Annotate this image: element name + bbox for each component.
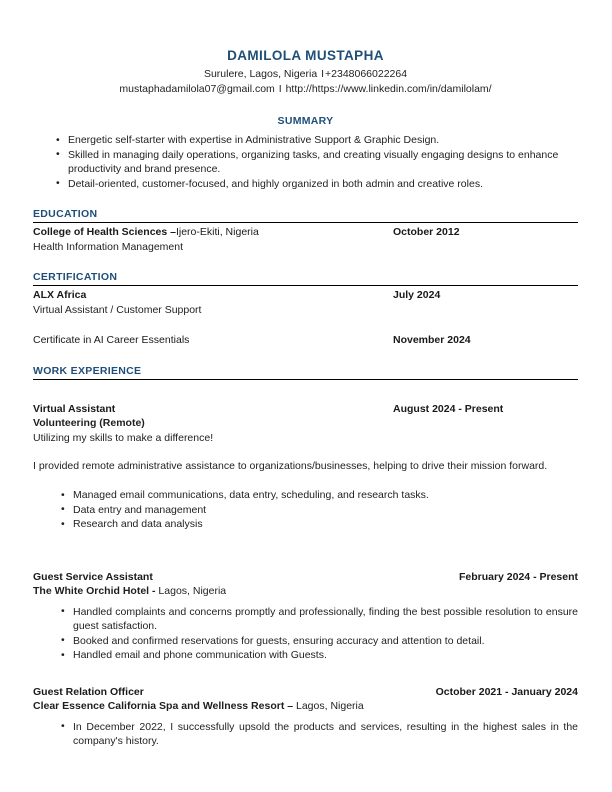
work-role: Virtual Assistant xyxy=(33,402,116,415)
contact-line-location xyxy=(33,67,578,82)
certification-subtitle: Virtual Assistant / Customer Support xyxy=(33,303,202,316)
contact-location: Surulere, Lagos, Nigeria xyxy=(203,68,318,80)
certification-title: Certificate in AI Career Essentials xyxy=(33,334,190,346)
certification-title: ALX Africa xyxy=(33,289,87,301)
work-entry xyxy=(33,570,578,663)
list-item: • Skilled in managing daily operations, organizing tasks, and creating visually engaging designs to enhance productivity and brand presence. xyxy=(56,148,578,177)
work-date: August 2024 - Present xyxy=(393,402,504,415)
work-entry-header xyxy=(33,570,578,585)
contact-email[interactable]: mustaphadamilola07@gmail.com xyxy=(119,83,275,95)
work-company: Clear Essence California Spa and Wellness Resort – xyxy=(33,700,296,712)
work-entry xyxy=(33,402,578,532)
work-company-line xyxy=(33,584,578,599)
summary-bullet-list xyxy=(33,133,578,191)
section-title-certification: CERTIFICATION xyxy=(33,271,578,286)
education-entry xyxy=(33,225,578,254)
education-entry-header xyxy=(33,225,578,240)
education-institution: College of Health Sciences – xyxy=(33,226,176,238)
list-item: • Energetic self-starter with expertise in Administrative Support & Graphic Design. xyxy=(56,133,578,148)
list-item: • Research and data analysis xyxy=(61,517,578,532)
candidate-name: DAMILOLA MUSTAPHA xyxy=(227,48,384,63)
work-date: February 2024 - Present xyxy=(458,570,578,583)
work-bullet-list xyxy=(33,488,578,532)
work-entry xyxy=(33,685,578,749)
section-title-work-experience: WORK EXPERIENCE xyxy=(33,365,578,380)
certification-entry-header xyxy=(33,288,578,303)
certification-entry xyxy=(33,288,578,317)
list-item: • In December 2022, I successfully upsold the products and services, resulting in the highest sales in the company's history. xyxy=(61,720,578,749)
contact-separator-2: I xyxy=(278,83,282,95)
contact-linkedin[interactable]: http://https://www.linkedin.com/in/damilolam/ xyxy=(285,83,492,95)
list-item: • Booked and confirmed reservations for guests, ensuring accuracy and attention to detail. xyxy=(61,634,578,649)
certification-date: July 2024 xyxy=(393,289,441,301)
work-bullet-list xyxy=(33,605,578,663)
work-company: The White Orchid Hotel - xyxy=(33,585,159,597)
work-company: Volunteering (Remote) xyxy=(33,417,145,429)
work-date: October 2021 - January 2024 xyxy=(435,685,578,698)
certification-date: November 2024 xyxy=(393,334,471,346)
certification-entry xyxy=(33,333,578,348)
contact-separator: I xyxy=(321,68,325,80)
list-item: • Handled complaints and concerns promptly and professionally, finding the best possible resolution to ensure guest satisfaction. xyxy=(61,605,578,634)
section-title-education: EDUCATION xyxy=(33,208,578,223)
section-title-summary: SUMMARY xyxy=(277,115,334,127)
education-date: October 2012 xyxy=(393,226,460,238)
list-item: • Detail-oriented, customer-focused, and highly organized in both admin and creative roles. xyxy=(56,177,578,192)
resume-header xyxy=(33,48,578,97)
list-item: • Data entry and management xyxy=(61,503,578,518)
contact-phone: +2348066022264 xyxy=(325,68,408,80)
work-paragraph: I provided remote administrative assistance to organizations/businesses, helping to drive their mission forward. xyxy=(33,460,548,472)
work-tagline: Utilizing my skills to make a difference! xyxy=(33,431,214,444)
work-bullet-list xyxy=(33,720,578,749)
contact-line-online xyxy=(33,82,578,97)
certification-entry-header xyxy=(33,333,578,348)
work-entry-header xyxy=(33,685,578,700)
education-location: Ijero-Ekiti, Nigeria xyxy=(175,226,259,238)
education-program: Health Information Management xyxy=(33,240,183,253)
work-company-location: Lagos, Nigeria xyxy=(158,585,227,597)
list-item: • Handled email and phone communication with Guests. xyxy=(61,648,578,663)
work-company-location: Lagos, Nigeria xyxy=(296,700,364,712)
work-company-line xyxy=(33,699,578,714)
work-entry-header xyxy=(33,402,578,417)
work-role: Guest Service Assistant xyxy=(33,570,153,583)
work-role: Guest Relation Officer xyxy=(33,685,144,698)
list-item: • Managed email communications, data entry, scheduling, and research tasks. xyxy=(61,488,578,503)
